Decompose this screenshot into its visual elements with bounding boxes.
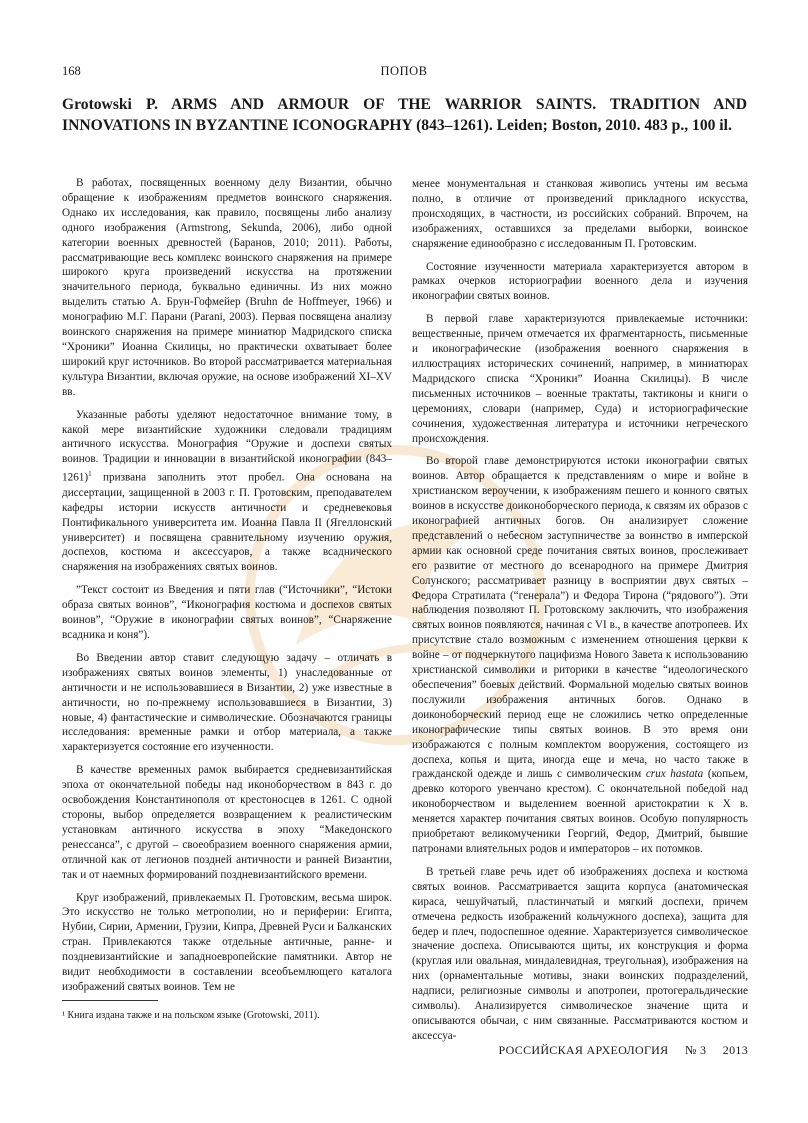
paragraph: менее монументальная и станковая живопись учтены им весьма полно, в отличие от произведений прикладного искусства, происходящих, в частности, из российских собраний. Впрочем, на изображениях, оставшихся за пределами выборки, воинское снаряжение единообразно с исследованным П. Гротовским. (412, 178, 748, 250)
running-head: ПОПОВ (380, 64, 428, 78)
left-column (62, 176, 392, 1003)
page-number: 168 (62, 64, 81, 78)
review-title: Grotowski P. ARMS AND ARMOUR OF THE WARRIOR SAINTS. TRADITION AND INNOVATIONS IN BYZANTINE ICONOGRAPHY (843–1261). Leiden; Boston, 2010. 483 p., 100 il. (62, 96, 747, 134)
latin-term: crux hastata (645, 768, 704, 781)
footnote-ref: 1 (88, 470, 92, 479)
paragraph: В качестве временных рамок выбирается средневизантийская эпоха от окончательной победы над иконоборчеством в 843 г. до освобождения Константинополя от крестоносцев в 1261. С одной стороны, выбор определяется возвращением к реалистическим установкам античного искусства в эпоху “Македонского ренессанса”, с другой – своеобразием военного снаряжения армии, отличной как от легионов поздней античности и ранней Византии, так и от наемных формирований поздневизантийского времени. (62, 764, 392, 881)
footnote: ¹ Книга издана также и на польском языке (Grotowski, 2011). (62, 1010, 320, 1021)
paragraph: Во второй главе демонстрируются истоки иконографии святых воинов. Автор обращается к представлениям о мире и войне в христианском вероучении, к изображениям пешего и конного святых воинов в искусстве доиконоборческого периода, к связям их образов с иконографией античных богов. Он анализирует сложение представлений о небесном заступничестве за воинство в имперской армии как основной среде почитания святых воинов, прослеживает его развитие от местного до всенародного на примере Дмитрия Солунского; рассматривает разницу в восприятии двух святых – Федора Стратилата (“генерала”) и Федора Тирона (“рядового”). Эти наблюдения позволяют П. Гротовскому заключить, что изображения святых воинов появляются, начиная с VI в., в качестве апотропеев. Их присутствие стало возможным с изменением отношения церкви к войне – от подчеркнутого пацифизма Нового Завета к использованию христианской символики и риторики в качестве “идеологического обеспечения” боевых действий. Формальной моделью святых воинов послужили изображения античных богов. Однако в доиконоборческий период еще не сложились четко определенные иконографические типы святых воинов. В это время они изображаются с полным комплектом вооружения, состоящего из доспеха, копья и щита, иногда еще и меча, но часто также в гражданской одежде и лишь с символическим crux hastata (копьем, древко которого увенчано крестом). С окончательной победой над иконоборчеством и выделением военной аристократии к X в. меняется характер почитания святых воинов. Особую популярность приобретают великомученики Георгий, Федор, Дмитрий, бывшие патронами влиятельных родов и императоров – их потомков. (412, 455, 749, 855)
paragraph: ”Текст состоит из Введения и пяти глав (“Источники”, “Истоки образа святых воинов”, “Иконография костюма и доспехов святых воинов”, “Оружие в иконографии святых воинов”, “Снаряжение всадника и коня”). (62, 584, 392, 642)
right-column (412, 177, 748, 1052)
paragraph: В работах, посвященных военному делу Византии, обычно обращение к изображениям предметов воинского снаряжения. Однако их исследования, как правило, посвящены либо анализу одного изображения (Armstrong, Sekunda, 2006), либо одной категории военных древностей (Баранов, 2010; 2011). Работы, рассматривающие весь комплекс воинского снаряжения на примере широкого круга произведений искусства на протяжении значительного периода, буквально единичны. Из них можно выделить статью А. Брун-Гофмейер (Bruhn de Hoffmeyer, 1966) и монографию М.Г. Парани (Parani, 2003). Первая посвящена анализу воинского снаряжения на примере миниатюр Мадридского списка “Хроники” Иоанна Скилицы, но практически охватывает более широкий круг источников. Во второй рассматривается материальная культура Византии, включая оружие, на основе изображений XI–XV вв. (62, 177, 392, 398)
paragraph: В третьей главе речь идет об изображениях доспеха и костюма святых воинов. Рассматривается защита корпуса (анатомическая кираса, чешуйчатый, пластинчатый и мягкий доспехи, причем отмечена редкость изображений кольчужного доспеха), защита для бедер и плеч, подоспешное одеяние. Характеризуется символическое значение доспеха. Описываются щиты, их конструкция и форма (круглая или овальная, миндалевидная, треугольная), изображения на них (орнаментальные мотивы, знаки воинских подразделений, надписи, религиозные символы и апотропеи, протогеральдические символы). Анализируется символическое значение щита и описываются обычаи, с ним связанные. Рассматриваются костюм и аксессуа- (412, 865, 748, 1042)
paragraph: В первой главе характеризуются привлекаемые источники: вещественные, причем отмечается их фрагментарность, письменные и иконографические (изображения военного снаряжения в иллюстрациях исторических сочинений, например, в миниатюрах Мадридского списка “Хроники” Иоанна Скилицы). В числе письменных источников – военные трактаты, тактиконы и книги о церемониях, словари (например, Суда) и историографические сочинения, художественная литература и источники негреческого происхождения. (412, 313, 748, 445)
paragraph: Во Введении автор ставит следующую задачу – отличать в изображениях святых воинов элементы, 1) унаследованные от античности и не использовавшиеся в Византии, 2) уже известные в античности, но по-прежнему использовавшиеся в Византии, 3) новые, 4) фантастические и символические. Обозначаются границы исследования: временные рамки и отбор материала, а также характеризуется состояние его изученности. (62, 651, 392, 754)
paragraph: Указанные работы уделяют недостаточное внимание тому, в какой мере византийские художники следовали традициям античного искусства. Монография “Оружие и доспехи святых воинов. Традиции и инновации в византийской иконографии $(843-1261)^1$ призвана заполнить этот пробел. Она основана на диссертации, защищенной в 2003 г. П. Гротовским, преподавателем кафедры истории искусств античности и средневековья Понтификального университета им. Иоанна Павла II (Ягеллонский университет) и посвящена сравнительному изучению оружия, доспехов, костюма и аксессуаров, а также всаднического снаряжения на изображениях святых воинов. (62, 408, 392, 574)
paragraph: Состояние изученности материала характеризуется автором в рамках очерков историографии военного дела и изучения иконографии святых воинов. (412, 260, 748, 303)
footnote-divider (62, 1000, 158, 1001)
journal-footer: РОССИЙСКАЯ АРХЕОЛОГИЯ № 3 2013 (498, 1043, 748, 1057)
paragraph: Круг изображений, привлекаемых П. Гротовским, весьма широк. Это искусство не только метрополии, но и периферии: Египта, Нубии, Сирии, Армении, Грузии, Кипра, Древней Руси и Балканских стран. Привлекаются также отдельные античные, ранне- и поздневизантийские и западноевропейские памятники. Автор не видит необходимости в составлении всеобъемлющего каталога изображений святых воинов. Тем не (62, 891, 392, 993)
